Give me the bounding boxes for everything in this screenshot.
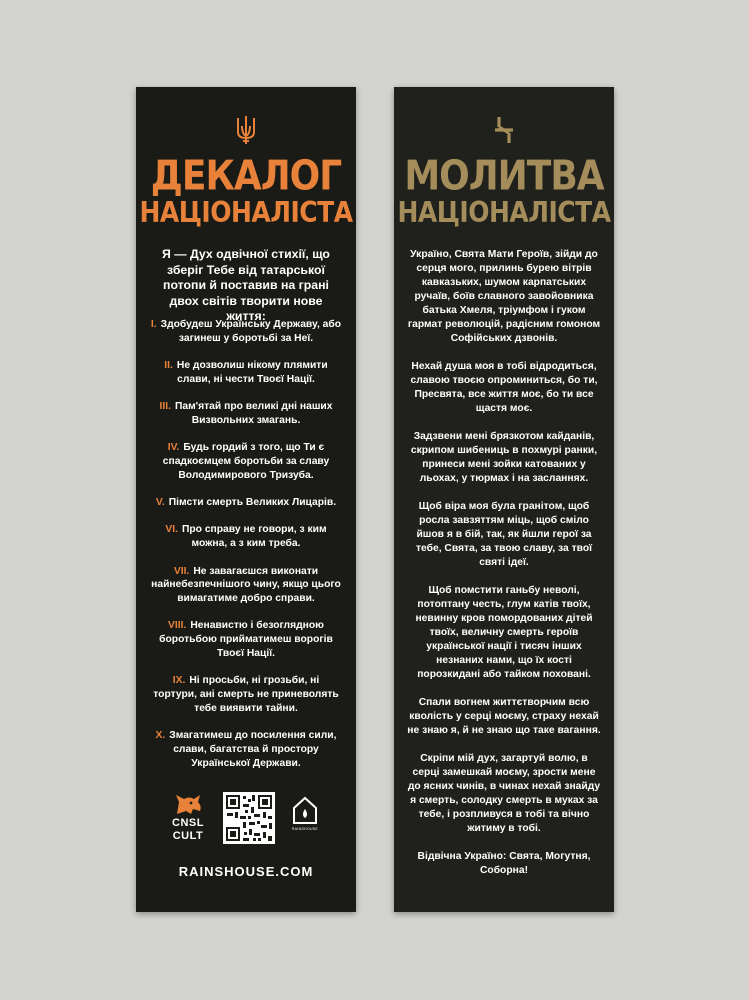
decalogue-bookmark	[136, 87, 356, 912]
prayer-bookmark	[394, 87, 614, 912]
cnsl-cult-logo: CNSL CULT	[170, 792, 206, 842]
trident-icon	[235, 114, 257, 146]
prayer-paragraph: Нехай душа моя в тобі відродиться, славою твоєю опроминиться, бо ти, Пресвята, все життя моє, бо ти все щастя моє.	[410, 361, 598, 414]
prayer-paragraph: Скріпи мій дух, загартуй волю, в серці замешкай моєму, зрости мене до ясних чинів, в чинах нехай знайду я смерть, солодку смерть в муках за тебе, і розпливуся в тобі та вічно житиму в тобі.	[407, 753, 601, 834]
prayer-paragraph: Спали вогнем життєтворчим всю кволість у серці моєму, страху нехай не знаю я, й не знаю що таке вагання.	[407, 697, 601, 736]
decalogue-title: ДЕКАЛОГ	[150, 152, 342, 200]
prayer-paragraph: Україно, Свята Мати Героїв, зійди до серця мого, прилинь бурею вітрів кавказьких, шумом карпатських ручаїв, боїв славного завойовника батька Хмеля, тріумфом і гуком гармат революцій, радісним гомоном Софійських дзвонів.	[407, 249, 601, 344]
decalogue-subtitle: НАЦІОНАЛІСТА	[139, 195, 353, 230]
commandment-item: I. Здобудеш Українську Державу, або загинеш у боротьбі за Неї.	[150, 319, 342, 344]
wolfsangel-icon	[492, 114, 516, 146]
commandment-item: VII. Не завагаєшся виконати найнебезпечнішого чину, якщо цього вимагатиме добро справи.	[151, 565, 341, 605]
house-drop-icon	[291, 795, 319, 825]
commandment-item: V. Пімсти смерть Великих Лицарів.	[155, 497, 337, 509]
commandment-item: IV. Будь гордий з того, що Ти є спадкоємцем боротьби за славу Володимирового Тризуба.	[162, 442, 330, 481]
prayer-text	[407, 248, 601, 892]
wolf-head-icon	[173, 792, 203, 816]
commandments-list	[150, 318, 342, 784]
commandment-item: IX. Ні просьби, ні грозьби, ні тортури, ані смерть не приневолять тебе виявити тайни.	[153, 675, 339, 714]
commandment-item: VIII. Ненавистю і безоглядною боротьбою прийматимеш ворогів Твоєї Нації.	[159, 620, 333, 660]
website-link[interactable]: RAINSHOUSE.COM	[178, 864, 314, 879]
commandment-item: X. Змагатимеш до посилення сили, слави, багатства й простору Української Держави.	[155, 730, 337, 769]
prayer-closing: Відвічна Україно: Свята, Могутня, Соборна!	[417, 851, 591, 876]
commandment-item: VI. Про справу не говори, з ким можна, а з ким треба.	[165, 524, 327, 550]
prayer-paragraph: Задзвени мені брязкотом кайданів, скрипом шибениць в похмурі ранки, принеси мені зойки катованих у льохах, у тюрмах і на засланнях.	[410, 431, 598, 484]
logo-row	[136, 792, 356, 844]
prayer-paragraph: Щоб помстити ганьбу неволі, потоптану честь, глум катів твоїх, невинну кров помордованих дітей твоїх, величну смерть героїв української нації і тисяч інших незнаних нами, що їх кості порозкидані або тайком поховані.	[415, 585, 593, 680]
qr-code	[223, 792, 275, 844]
prayer-paragraph: Щоб віра моя була гранітом, щоб росла завзяттям міць, щоб сміло йшов я в бій, так, як йшли герої за тебе, Свята, за твою славу, за твої святі ідеї.	[415, 501, 593, 568]
commandment-item: III. Пам'ятай про великі дні наших Визвольних змагань.	[159, 401, 333, 426]
prayer-title: МОЛИТВА	[404, 152, 604, 200]
commandment-item: II. Не дозволиш нікому плямити слави, ні чести Твоєї Нації.	[164, 360, 328, 385]
rainshouse-logo: RAINSHOUSE	[291, 795, 319, 831]
prayer-subtitle: НАЦІОНАЛІСТА	[397, 195, 611, 230]
decalogue-intro: Я — Дух одвічної стихії, що зберіг Тебе від татарської потопи й поставив на грані двох світів творити нове життя:	[162, 247, 330, 323]
